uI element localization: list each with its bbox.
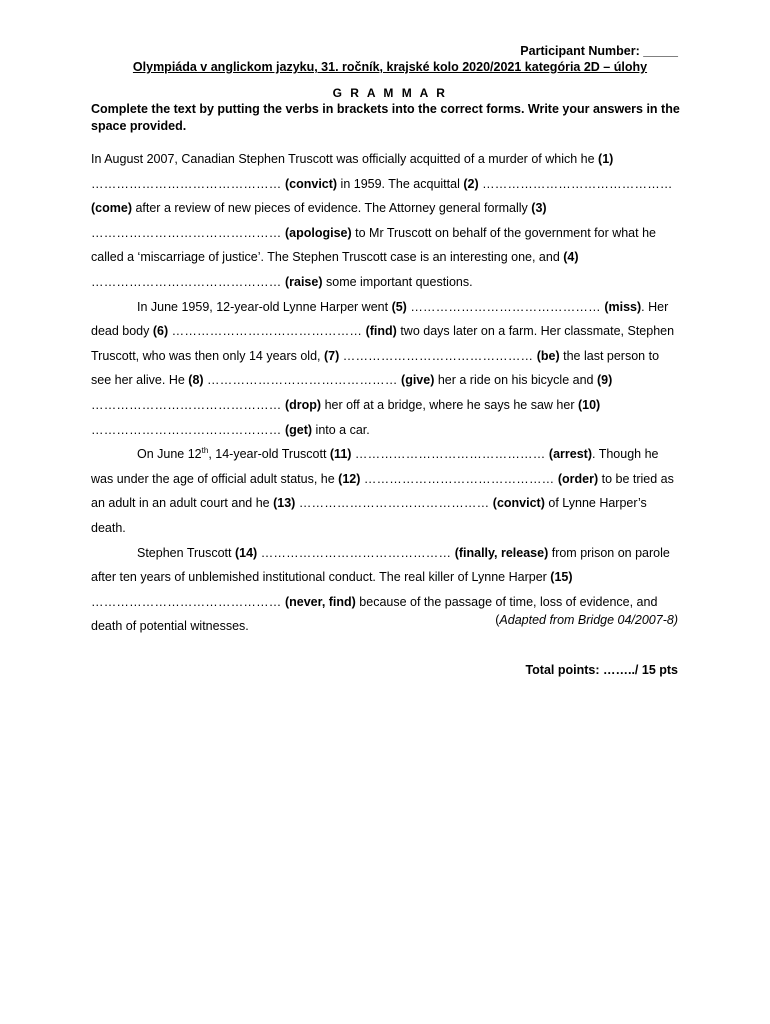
- answer-blank-8[interactable]: ………………………………………: [207, 373, 398, 388]
- verb-hint-2: (come): [91, 201, 132, 216]
- source-text: Adapted from Bridge 04/2007-8): [499, 613, 678, 627]
- text-run: into a car.: [312, 422, 370, 437]
- text-run: after a review of new pieces of evidence. The Attorney general formally: [131, 201, 532, 216]
- text-run: , 14-year-old Truscott: [208, 447, 330, 462]
- item-number-2: (2): [463, 176, 479, 191]
- answer-blank-5[interactable]: ………………………………………: [410, 299, 601, 314]
- participant-number: Participant Number: _____: [520, 44, 678, 58]
- text-run: In June 1959, 12-year-old Lynne Harper went: [137, 299, 392, 314]
- source-paren: (: [495, 613, 500, 627]
- answer-blank-4[interactable]: ………………………………………: [91, 274, 282, 289]
- text-run: In August 2007, Canadian Stephen Truscott was officially acquitted of a murder of which he: [91, 152, 599, 166]
- verb-hint-11: (arrest): [548, 447, 592, 462]
- answer-blank-12[interactable]: ………………………………………: [363, 471, 555, 486]
- item-number-14: (14): [234, 545, 258, 560]
- answer-blank-11[interactable]: ………………………………………: [354, 447, 546, 462]
- source-citation: [495, 613, 678, 627]
- ordinal-suffix: th: [201, 445, 209, 455]
- text-run: in 1959. The acquittal: [337, 176, 464, 191]
- verb-hint-12: (order): [557, 471, 599, 486]
- verb-hint-4: (raise): [284, 274, 323, 289]
- answer-blank-15[interactable]: ………………………………………: [91, 594, 282, 609]
- item-number-13: (13): [273, 496, 296, 511]
- verb-hint-15: (never, find): [284, 594, 356, 609]
- verb-hint-5: (miss): [604, 299, 642, 314]
- text-run: of Lynne Harper’s death.: [91, 496, 647, 535]
- answer-blank-10[interactable]: ………………………………………: [91, 422, 282, 437]
- text-run: the last person to see her alive. He: [91, 348, 660, 388]
- verb-hint-7: (be): [536, 348, 560, 363]
- text-run: to be tried as an adult in an adult court and he: [91, 471, 674, 511]
- answer-blank-1[interactable]: ………………………………………: [91, 176, 282, 191]
- answer-blank-6[interactable]: ………………………………………: [171, 324, 363, 339]
- verb-hint-10: (get): [284, 422, 313, 437]
- exercise-text: [91, 147, 681, 639]
- verb-hint-1: (convict): [284, 176, 338, 191]
- item-number-3: (3): [531, 201, 547, 216]
- item-number-10: (10): [577, 397, 601, 412]
- paragraph-1: [91, 147, 681, 295]
- text-run: because of the passage of time, loss of evidence, and death of potential witnesses.: [91, 594, 658, 634]
- item-number-7: (7): [323, 348, 340, 363]
- verb-hint-9: (drop): [284, 397, 322, 412]
- item-number-15: (15): [550, 570, 573, 585]
- instructions: Complete the text by putting the verbs in brackets into the correct forms. Write your answers in the space provided.: [91, 102, 680, 133]
- answer-blank-2[interactable]: ………………………………………: [482, 176, 673, 191]
- text-run: . Though he was under the age of official adult status, he: [91, 447, 659, 486]
- item-number-8: (8): [188, 373, 204, 388]
- answer-blank-9[interactable]: ………………………………………: [91, 397, 282, 412]
- page-title: Olympiáda v anglickom jazyku, 31. ročník, krajské kolo 2020/2021 kategória 2D – úlohy: [132, 60, 648, 74]
- item-number-12: (12): [338, 471, 361, 486]
- text-run: On June 12: [137, 447, 202, 462]
- answer-blank-7[interactable]: ………………………………………: [342, 348, 534, 363]
- paragraph-2: [91, 295, 681, 443]
- verb-hint-3: (apologise): [284, 225, 352, 240]
- text-run: Stephen Truscott: [137, 545, 235, 560]
- section-heading: G R A M M A R: [332, 86, 448, 100]
- item-number-1: (1): [598, 152, 614, 166]
- verb-hint-13: (convict): [492, 496, 545, 511]
- verb-hint-8: (give): [401, 373, 435, 388]
- text-run: . Her dead body: [91, 299, 669, 339]
- verb-hint-6: (find): [365, 324, 397, 339]
- item-number-9: (9): [596, 373, 613, 388]
- item-number-4: (4): [563, 250, 579, 265]
- item-number-6: (6): [152, 324, 169, 339]
- text-run: some important questions.: [322, 274, 473, 289]
- answer-blank-13[interactable]: ………………………………………: [298, 496, 490, 511]
- text-run: to Mr Truscott on behalf of the government for what he called a ‘miscarriage of justice’. The Stephen Truscott case is an interesting one, and: [91, 225, 656, 265]
- item-number-11: (11): [329, 447, 352, 462]
- answer-blank-3[interactable]: ………………………………………: [91, 225, 282, 240]
- text-run: her off at a bridge, where he says he saw her: [321, 397, 578, 412]
- item-number-5: (5): [391, 299, 407, 314]
- answer-blank-14[interactable]: ………………………………………: [260, 545, 452, 560]
- total-points: Total points: ……../ 15 pts: [525, 663, 678, 677]
- paragraph-3: [91, 442, 681, 540]
- text-run: from prison on parole after ten years of unblemished institutional conduct. The real killer of Lynne Harper: [91, 545, 670, 585]
- text-run: two days later on a farm. Her classmate, Stephen Truscott, who was then only 14 years old,: [91, 324, 675, 363]
- text-run: her a ride on his bicycle and: [434, 373, 597, 388]
- verb-hint-14: (finally, release): [454, 545, 549, 560]
